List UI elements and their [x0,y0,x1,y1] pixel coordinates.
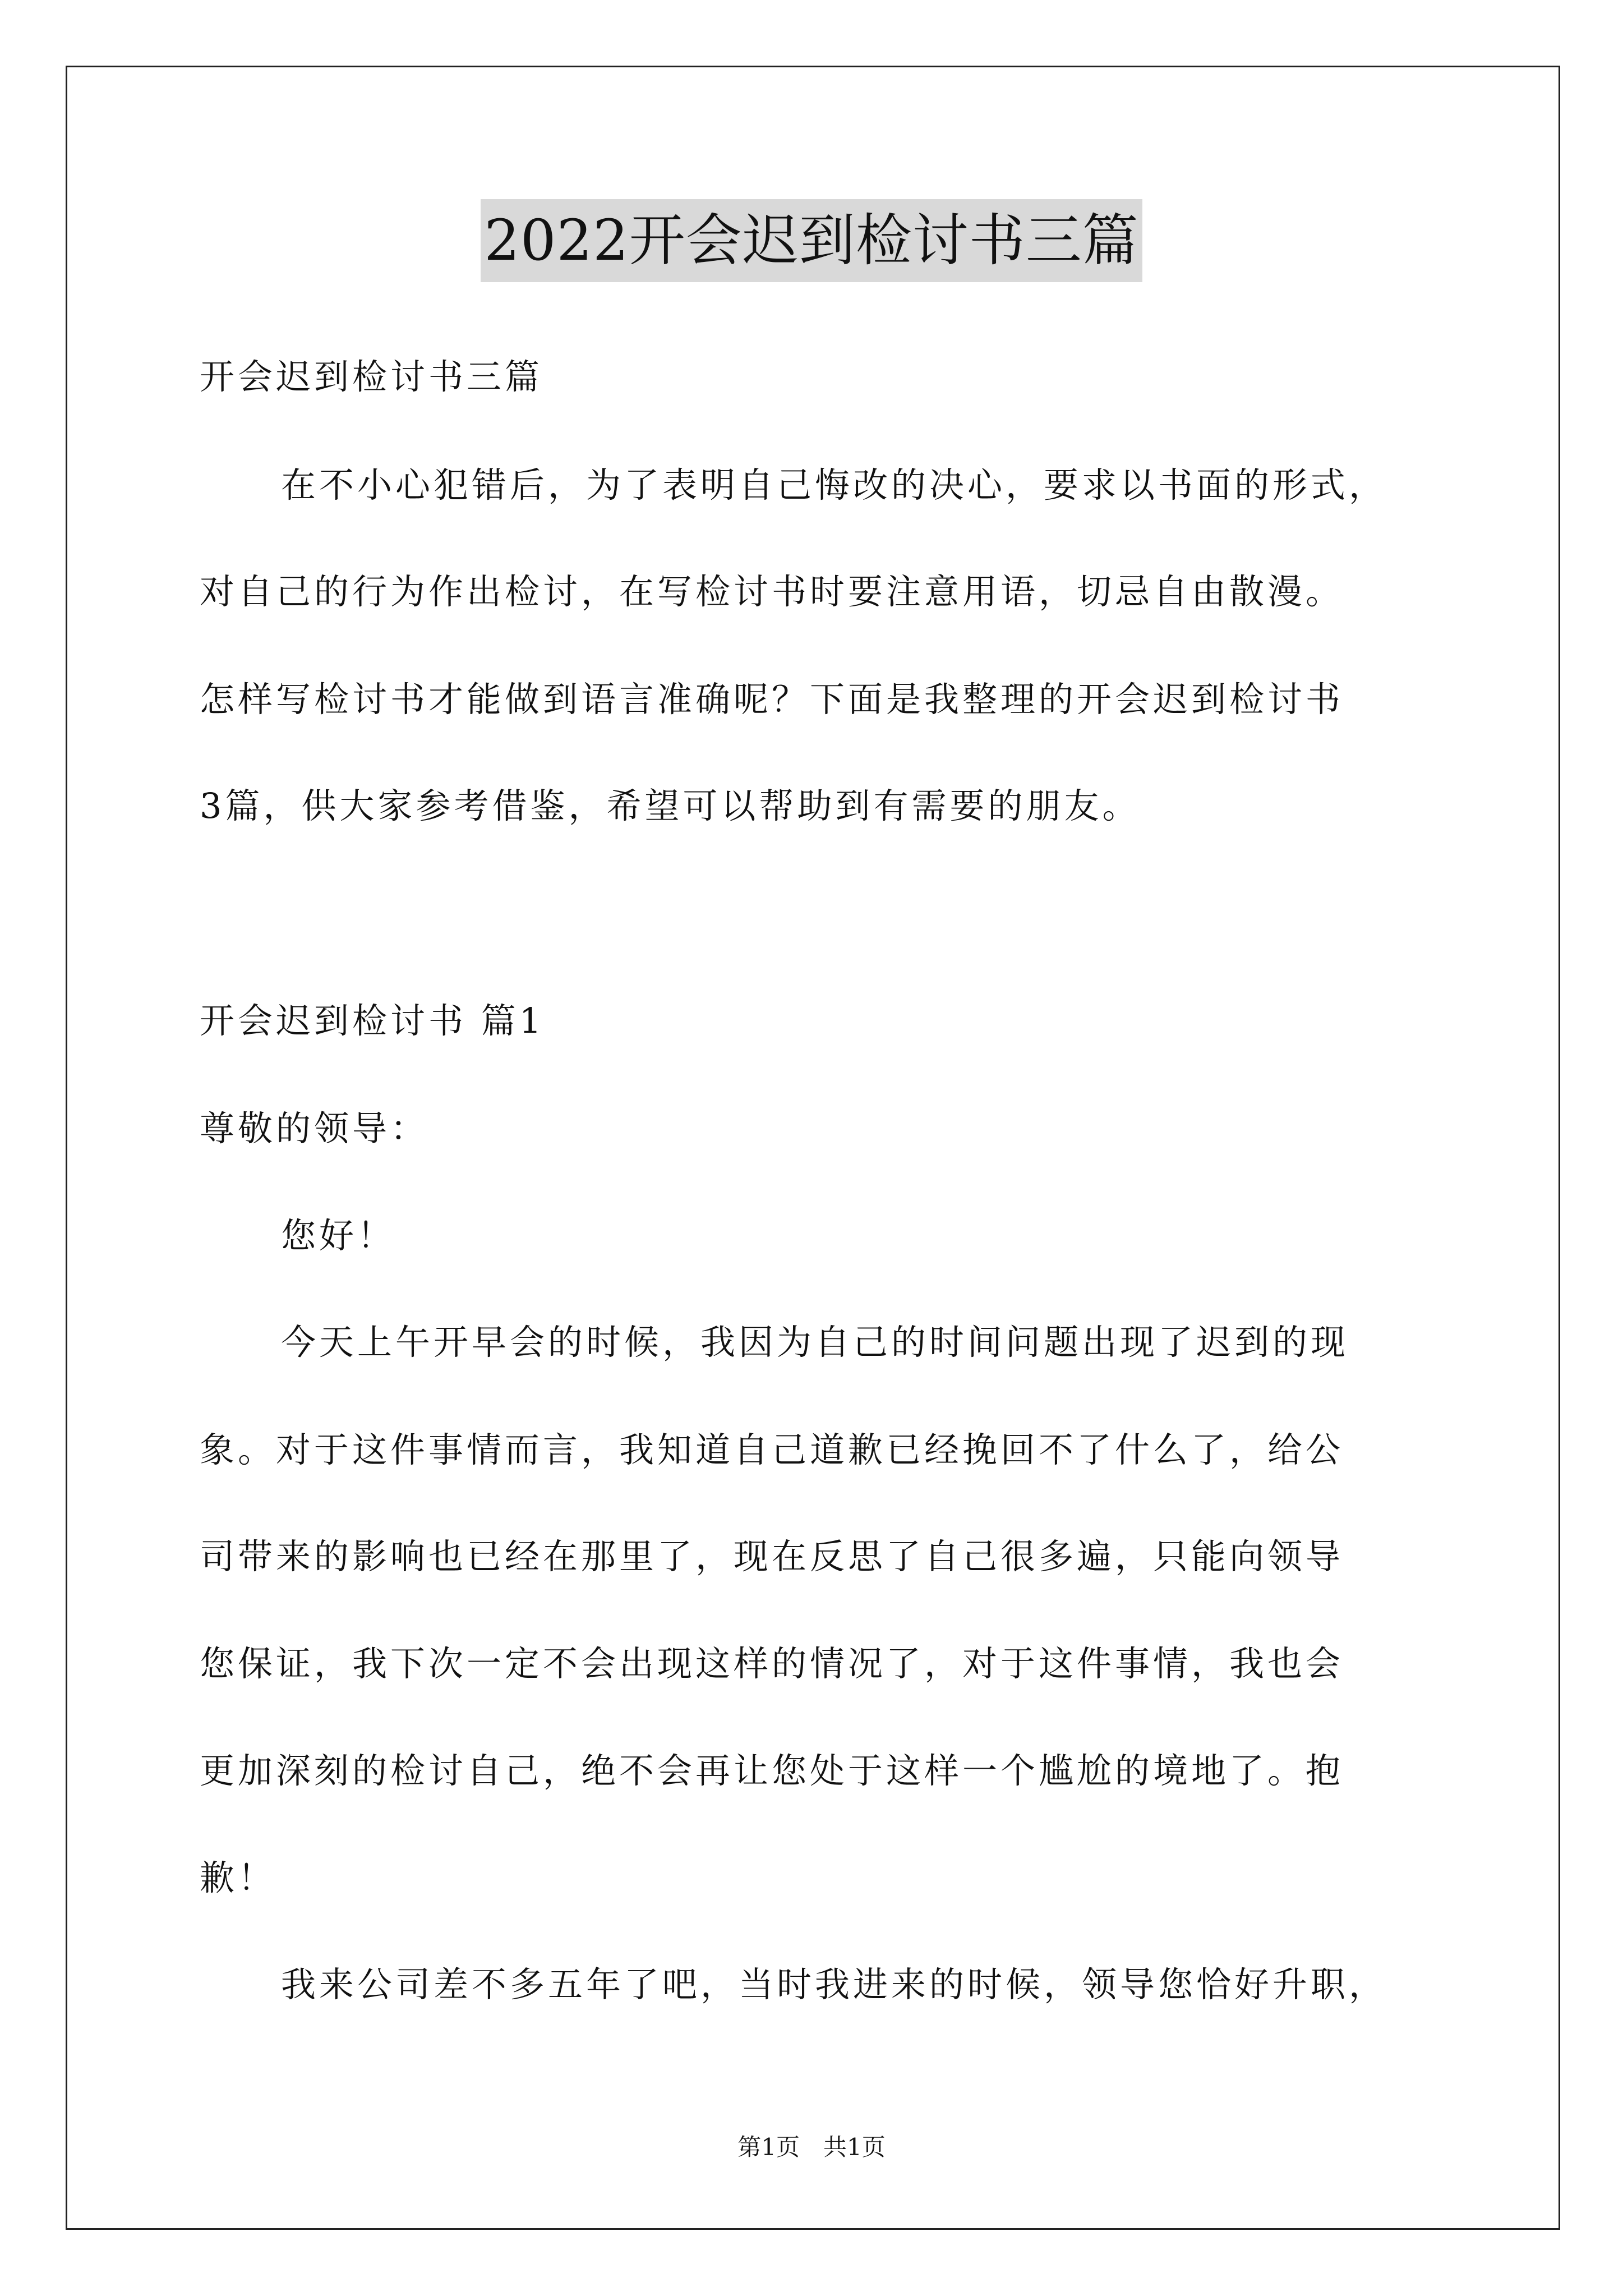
greeting: 您好！ [281,1215,396,1256]
title-container [0,199,1623,282]
document-subtitle: 开会迟到检讨书三篇 [200,356,543,397]
paragraph1-line-3: 司带来的影响也已经在那里了，现在反思了自己很多遍，只能向领导 [200,1536,1344,1577]
paragraph1-line-4: 您保证，我下次一定不会出现这样的情况了，对于这件事情，我也会 [200,1643,1344,1684]
intro-line-2: 对自己的行为作出检讨，在写检讨书时要注意用语，切忌自由散漫。 [200,571,1344,612]
paragraph1-line-2: 象。对于这件事情而言，我知道自己道歉已经挽回不了什么了，给公 [200,1429,1344,1470]
paragraph1-line-1: 今天上午开早会的时候，我因为自己的时间问题出现了迟到的现 [281,1322,1349,1363]
paragraph1-line-6: 歉！ [200,1857,276,1898]
intro-line-4: 3篇，供大家参考借鉴，希望可以帮助到有需要的朋友。 [200,785,1141,826]
salutation: 尊敬的领导： [200,1108,429,1149]
paragraph2-line-1: 我来公司差不多五年了吧，当时我进来的时候，领导您恰好升职， [281,1964,1387,2005]
page-number-footer: 第1页 共1页 [737,2133,886,2161]
intro-line-3: 怎样写检讨书才能做到语言准确呢？下面是我整理的开会迟到检讨书 [200,679,1344,720]
intro-line-1: 在不小心犯错后，为了表明自己悔改的决心，要求以书面的形式， [281,464,1387,505]
paragraph1-line-5: 更加深刻的检讨自己，绝不会再让您处于这样一个尴尬的境地了。抱 [200,1750,1344,1791]
section-heading: 开会迟到检讨书 篇1 [200,1000,545,1041]
document-title: 2022开会迟到检讨书三篇 [481,199,1142,282]
